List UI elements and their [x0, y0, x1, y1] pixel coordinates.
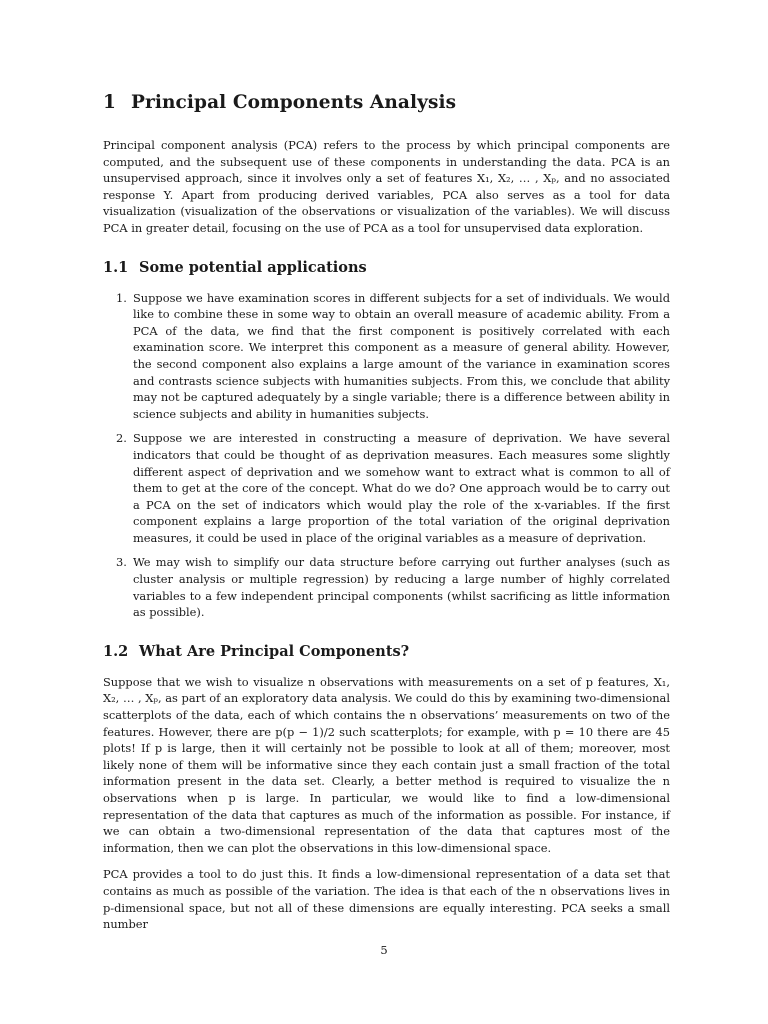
section-heading [103, 92, 670, 113]
subsection-number: 1.1 [103, 258, 129, 276]
list-item-text: We may wish to simplify our data structure before carrying out further analyses (such as cluster analysis or multiple regression) by reducing a large number of highly correlated variables to a few independent principal components (whilst sacrificing as little information as possible). [133, 555, 670, 620]
subsection-number: 1.2 [103, 642, 129, 660]
section-title: Principal Components Analysis [131, 92, 457, 113]
subsection-title: What Are Principal Components? [139, 642, 410, 660]
applications-list [103, 290, 670, 621]
list-item-text: Suppose we have examination scores in different subjects for a set of individuals. We would like to combine these in some way to obtain an overall measure of academic ability. From a PCA of the data, we find that the first component is positively correlated with each examination score. We interpret this component as a measure of general ability. However, the second component also explains a large amount of the variance in examination scores and contrasts science subjects with humanities subjects. From this, we conclude that ability may not be captured adequately by a single variable; there is a difference between ability in science subjects and ability in humanities subjects. [133, 290, 670, 421]
subsection-title: Some potential applications [139, 258, 367, 276]
list-item-text: Suppose we are interested in constructing a measure of deprivation. We have several indicators that could be thought of as deprivation measures. Each measures some slightly different aspect of deprivation and we somehow want to extract what is common to all of them to get at the core of the concept. What do we do? One approach would be to carry out a PCA on the set of indicators which would play the role of the x-variables. If the first component explains a large proportion of the total variation of the original deprivation measures, it could be used in place of the original variables as a measure of deprivation. [133, 431, 670, 545]
list-item [103, 554, 670, 620]
body-paragraph: PCA provides a tool to do just this. It finds a low-dimensional representation of a data set that contains as much as possible of the variation. The idea is that each of the n observations lives in p-dimensional space, but not all of these dimensions are equally interesting. PCA seeks a small number [103, 867, 670, 932]
intro-paragraph: Principal component analysis (PCA) refers to the process by which principal components are computed, and the subsequent use of these components in understanding the data. PCA is an unsupervised approach, since it involves only a set of features X₁, X₂, … , Xₚ, and no associated response Y. Apart from producing derived variables, PCA also serves as a tool for data visualization (visualization of the observations or visualization of the variables). We will discuss PCA in greater detail, focusing on the use of PCA as a tool for unsupervised data exploration. [103, 138, 670, 235]
list-item [103, 290, 670, 423]
page-number: 5 [380, 943, 388, 957]
list-item-marker: 3. [116, 555, 127, 570]
list-item-marker: 2. [116, 431, 127, 446]
list-item-marker: 1. [116, 290, 127, 305]
list-item [103, 430, 670, 546]
subsection-heading-applications [103, 259, 670, 276]
section-number: 1 [103, 92, 116, 113]
body-paragraph: Suppose that we wish to visualize n observations with measurements on a set of p features, X₁, X₂, … , Xₚ, as part of an exploratory data analysis. We could do this by examining two-dimensional scatterplots of the data, each of which contains the n observations’ measurements on two of the features. However, there are p(p − 1)/2 such scatterplots; for example, with p = 10 there are 45 plots! If p is large, then it will certainly not be possible to look at all of them; moreover, most likely none of them will be informative since they each contain just a small fraction of the total information present in the data set. Clearly, a better method is required to visualize the n observations when p is large. In particular, we would like to find a low-dimensional representation of the data that captures as much of the information as possible. For instance, if we can obtain a two-dimensional representation of the data that captures most of the information, then we can plot the observations in this low-dimensional space. [103, 674, 670, 855]
subsection-heading-what-are-pcs [103, 643, 670, 660]
page-content [103, 92, 670, 933]
